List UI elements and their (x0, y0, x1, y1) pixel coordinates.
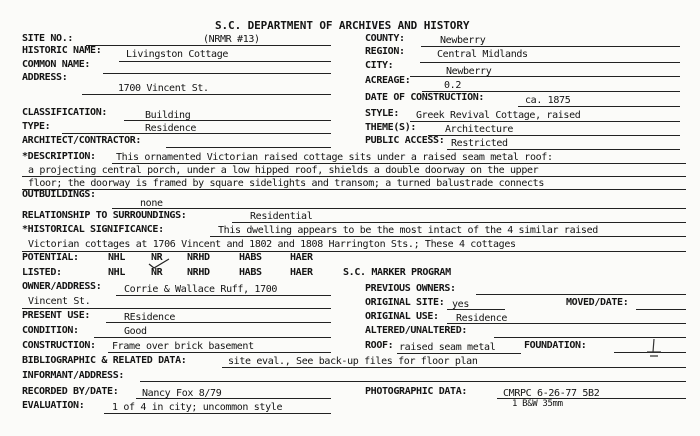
roof-value: raised seam metal (399, 342, 496, 353)
recorded-by-label: RECORDED BY/DATE: (22, 386, 119, 397)
architect-label: ARCHITECT/CONTRACTOR: (22, 135, 142, 146)
original-use-value: Residence (456, 313, 508, 324)
listed-habs: HABS (239, 267, 262, 278)
listed-haer: HAER (290, 267, 313, 278)
potential-habs: HABS (239, 252, 262, 263)
county-line (421, 46, 680, 47)
photographic-label: PHOTOGRAPHIC DATA: (365, 386, 468, 397)
date-construction-line (518, 106, 680, 107)
potential-haer: HAER (290, 252, 313, 263)
potential-nhl: NHL (108, 252, 126, 263)
condition-label: CONDITION: (22, 325, 79, 336)
owner-value: Corrie & Wallace Ruff, 1700 (124, 284, 278, 295)
public-access-value: Restricted (451, 138, 508, 149)
foundation-label: FOUNDATION: (524, 340, 587, 351)
classification-value: Building (145, 110, 191, 121)
historic-name-label: HISTORIC NAME: (22, 45, 102, 56)
city-value: Newberry (446, 66, 492, 77)
owner-label: OWNER/ADDRESS: (22, 281, 102, 292)
address-line (82, 94, 331, 95)
recorded-by-value: Nancy Fox 8/79 (142, 388, 222, 399)
region-label: REGION: (365, 46, 405, 57)
type-value: Residence (145, 123, 197, 134)
themes-value: Architecture (445, 124, 514, 135)
description-line-3: floor; the doorway is framed by square sidelights and transom; a turned balustrade connects (28, 178, 545, 189)
significance-label: *HISTORICAL SIGNIFICANCE: (22, 224, 164, 235)
moved-date-line (636, 309, 686, 310)
site-no-label: SITE NO.: (22, 33, 74, 44)
recorded-by-line (136, 398, 331, 399)
region-value: Central Midlands (437, 49, 528, 60)
outbuildings-value: none (140, 198, 163, 209)
construction-value: Frame over brick basement (112, 341, 254, 352)
county-value: Newberry (440, 35, 486, 46)
present-use-label: PRESENT USE: (22, 310, 91, 321)
photographic-value: CMRPC 6-26-77 5B2 (503, 388, 600, 399)
relationship-value: Residential (250, 211, 313, 222)
themes-label: THEME(S): (365, 122, 417, 133)
photographic-value-2: 1 B&W 35mm (512, 399, 563, 409)
description-rule-1 (112, 163, 686, 164)
city-label: CITY: (365, 60, 394, 71)
listed-nrhd: NRHD (187, 267, 210, 278)
style-line (410, 121, 680, 122)
previous-owners-line (476, 294, 686, 295)
county-label: COUNTY: (365, 33, 405, 44)
original-site-value: yes (452, 299, 470, 310)
construction-label: CONSTRUCTION: (22, 340, 96, 351)
condition-line (94, 337, 331, 338)
evaluation-line (104, 413, 331, 414)
potential-nr: NR (151, 252, 163, 263)
common-name-line (103, 73, 331, 74)
description-label: *DESCRIPTION: (22, 151, 96, 162)
evaluation-value: 1 of 4 in city; uncommon style (112, 402, 283, 413)
significance-line-1: This dwelling appears to be the most intact of the 4 similar raised (218, 225, 598, 236)
type-label: TYPE: (22, 121, 51, 132)
architect-line (166, 147, 331, 148)
description-line-1: This ornamented Victorian raised cottage sits under a raised seam metal roof: (116, 152, 553, 163)
relationship-label: RELATIONSHIP TO SURROUNDINGS: (22, 210, 187, 221)
altered-label: ALTERED/UNALTERED: (365, 325, 468, 336)
historic-name-value: Livingston Cottage (126, 49, 229, 60)
roof-line (397, 353, 521, 354)
condition-value: Good (124, 326, 147, 337)
potential-nrhd: NRHD (187, 252, 210, 263)
historic-name-line (119, 61, 331, 62)
style-value: Greek Revival Cottage, raised (416, 110, 581, 121)
handwritten-mark-icon (644, 338, 664, 360)
present-use-value: REsidence (124, 312, 176, 323)
bibliographic-label: BIBLIOGRAPHIC & RELATED DATA: (22, 355, 187, 366)
listed-nhl: NHL (108, 267, 126, 278)
bibliographic-line (222, 367, 686, 368)
themes-line (428, 135, 680, 136)
site-no-value: (NRMR #13) (203, 34, 260, 45)
nr-check-mark-icon (148, 258, 170, 270)
previous-owners-label: PREVIOUS OWNERS: (365, 283, 456, 294)
outbuildings-label: OUTBUILDINGS: (22, 189, 96, 200)
date-construction-value: ca. 1875 (525, 95, 571, 106)
outbuildings-line (112, 208, 686, 209)
potential-label: POTENTIAL: (22, 252, 79, 263)
original-site-label: ORIGINAL SITE: (365, 297, 445, 308)
city-line (410, 76, 680, 77)
listed-nr: NR (151, 267, 163, 278)
form-header: S.C. DEPARTMENT OF ARCHIVES AND HISTORY (215, 19, 470, 32)
original-use-line (447, 323, 686, 324)
type-line (62, 133, 331, 134)
site-no-line (86, 45, 331, 46)
original-site-line (447, 309, 505, 310)
bibliographic-value: site eval., See back-up files for floor plan (228, 356, 478, 367)
significance-line-2: Victorian cottages at 1706 Vincent and 1802 and 1808 Harrington Sts.; These 4 cottages (28, 239, 516, 250)
date-construction-label: DATE OF CONSTRUCTION: (365, 92, 485, 103)
evaluation-label: EVALUATION: (22, 400, 85, 411)
description-rule-2 (22, 176, 686, 177)
original-use-label: ORIGINAL USE: (365, 311, 439, 322)
owner-value-2: Vincent St. (28, 296, 91, 307)
acreage-label: ACREAGE: (365, 75, 411, 86)
owner-line (116, 295, 331, 296)
roof-label: ROOF: (365, 340, 394, 351)
public-access-label: PUBLIC ACCESS: (365, 135, 445, 146)
informant-line (140, 381, 686, 382)
present-use-line (106, 322, 331, 323)
moved-date-label: MOVED/DATE: (566, 297, 629, 308)
common-name-label: COMMON NAME: (22, 59, 91, 70)
style-label: STYLE: (365, 108, 400, 119)
marker-program-heading: S.C. MARKER PROGRAM (343, 267, 451, 278)
classification-line (124, 120, 331, 121)
listed-label: LISTED: (22, 267, 62, 278)
informant-label: INFORMANT/ADDRESS: (22, 370, 125, 381)
public-access-line (447, 149, 680, 150)
relationship-line (232, 222, 686, 223)
description-rule-3 (22, 189, 686, 190)
owner-line-2 (22, 308, 331, 309)
address-label: ADDRESS: (22, 72, 68, 83)
acreage-value: 0.2 (444, 80, 462, 91)
region-line (420, 62, 680, 63)
classification-label: CLASSIFICATION: (22, 107, 108, 118)
address-value: 1700 Vincent St. (118, 83, 209, 94)
construction-line (108, 352, 331, 353)
description-line-2: a projecting central porch, under a low hipped roof, shields a double doorway on the upper (28, 165, 539, 176)
significance-rule-1 (210, 236, 686, 237)
